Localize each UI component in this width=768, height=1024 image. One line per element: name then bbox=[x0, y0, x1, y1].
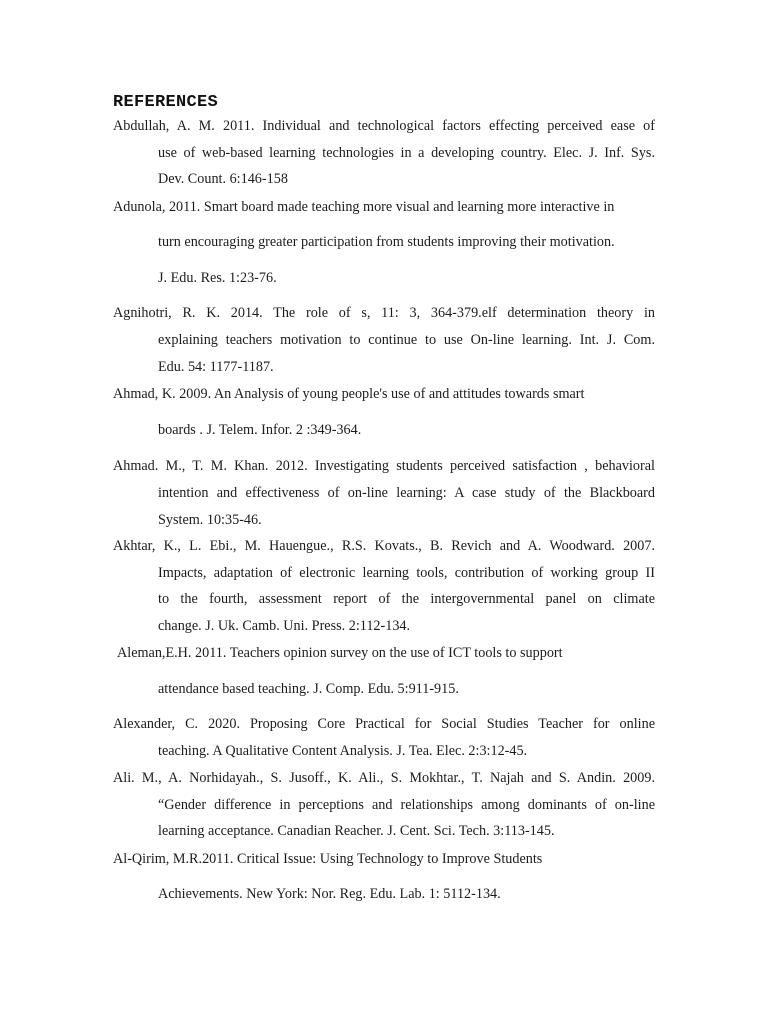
reference-line: Dev. Count. 6:146-158 bbox=[158, 171, 288, 187]
reference-line: teaching. A Qualitative Content Analysis. J. Tea. Elec. 2:3:12-45. bbox=[158, 743, 528, 759]
reference-line: attendance based teaching. J. Comp. Edu. 5:911-915. bbox=[158, 681, 459, 697]
reference-line: Alexander, C. 2020. Proposing Core Practical for Social Studies Teacher for online bbox=[113, 716, 655, 732]
reference-line: learning acceptance. Canadian Reacher. J. Cent. Sci. Tech. 3:113-145. bbox=[158, 823, 555, 839]
reference-line: Agnihotri, R. K. 2014. The role of s, 11: 3, 364-379.elf determination theory in bbox=[113, 305, 655, 321]
reference-line: explaining teachers motivation to continue to use On-line learning. Int. J. Com. bbox=[158, 332, 655, 348]
reference-line: Abdullah, A. M. 2011. Individual and technological factors effecting perceived ease of bbox=[113, 118, 655, 134]
reference-line: Impacts, adaptation of electronic learning tools, contribution of working group II bbox=[158, 565, 655, 581]
reference-line: Akhtar, K., L. Ebi., M. Hauengue., R.S. Kovats., B. Revich and A. Woodward. 2007. bbox=[113, 538, 655, 554]
reference-line: J. Edu. Res. 1:23-76. bbox=[158, 270, 277, 286]
reference-line: Ali. M., A. Norhidayah., S. Jusoff., K. Ali., S. Mokhtar., T. Najah and S. Andin. 2009. bbox=[113, 770, 655, 786]
reference-line: Achievements. New York: Nor. Reg. Edu. Lab. 1: 5112-134. bbox=[158, 886, 501, 902]
reference-line: “Gender difference in perceptions and relationships among dominants of on-line bbox=[158, 797, 655, 813]
reference-line: System. 10:35-46. bbox=[158, 512, 262, 528]
reference-line: boards . J. Telem. Infor. 2 :349-364. bbox=[158, 422, 362, 438]
reference-line: Al-Qirim, M.R.2011. Critical Issue: Using Technology to Improve Students bbox=[113, 851, 543, 867]
reference-line: use of web-based learning technologies in a developing country. Elec. J. Inf. Sys. bbox=[158, 145, 655, 161]
reference-line: Ahmad. M., T. M. Khan. 2012. Investigating students perceived satisfaction , behavioral bbox=[113, 458, 655, 474]
reference-line: intention and effectiveness of on-line learning: A case study of the Blackboard bbox=[158, 485, 655, 501]
reference-line: Edu. 54: 1177-1187. bbox=[158, 359, 274, 375]
reference-line: Adunola, 2011. Smart board made teaching more visual and learning more interactive in bbox=[113, 199, 615, 215]
reference-line: to the fourth, assessment report of the intergovernmental panel on climate bbox=[158, 591, 655, 607]
references-heading: REFERENCES bbox=[113, 93, 219, 112]
reference-line: Aleman,E.H. 2011. Teachers opinion survey on the use of ICT tools to support bbox=[117, 645, 563, 661]
reference-line: turn encouraging greater participation from students improving their motivation. bbox=[158, 234, 615, 250]
reference-line: Ahmad, K. 2009. An Analysis of young people's use of and attitudes towards smart bbox=[113, 386, 585, 402]
reference-line: change. J. Uk. Camb. Uni. Press. 2:112-134. bbox=[158, 618, 411, 634]
